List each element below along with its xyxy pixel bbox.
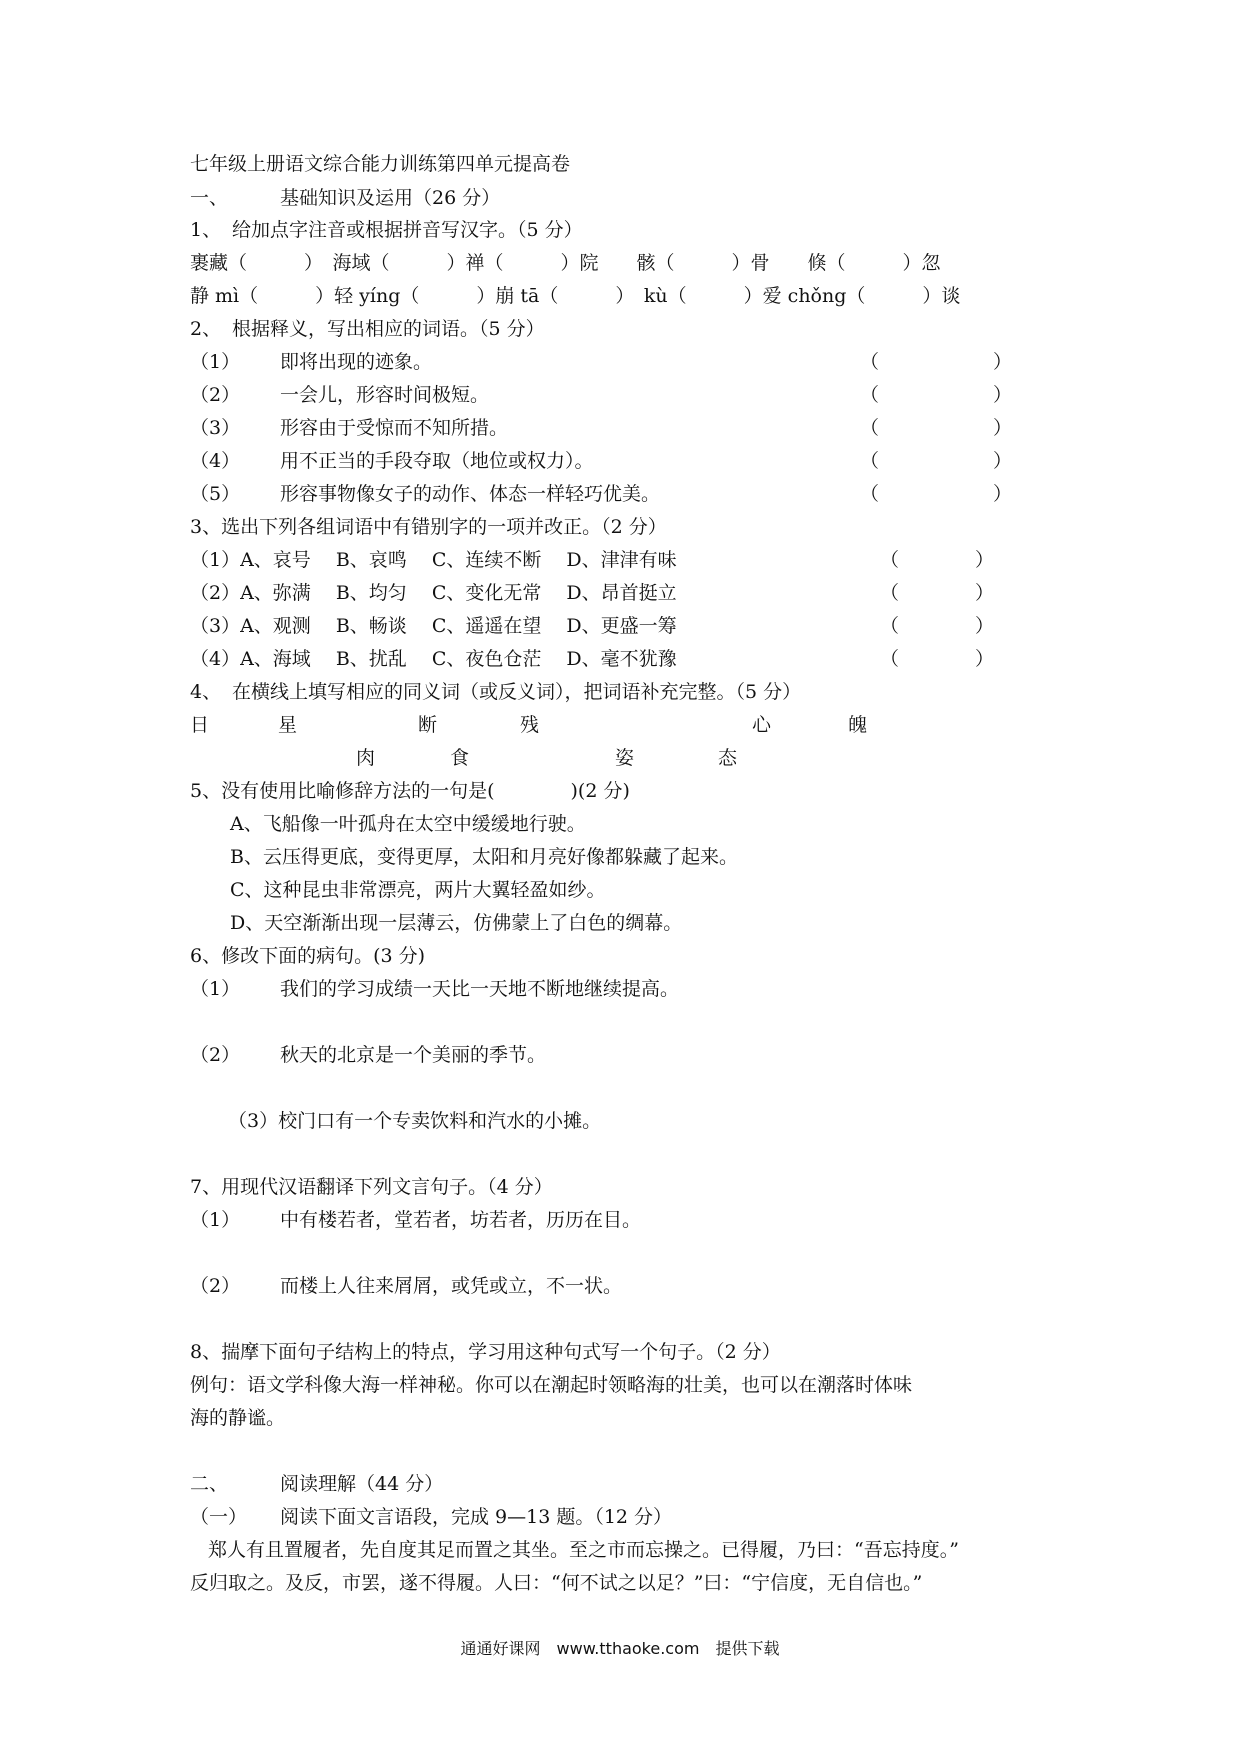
q1-text: 给加点字注音或根据拼音写汉字。（5 分） bbox=[232, 219, 583, 241]
item-number: （2） bbox=[190, 1275, 241, 1297]
q4-text: 在横线上填写相应的同义词（或反义词），把词语补充完整。（5 分） bbox=[232, 681, 802, 703]
item-text: 一会儿，形容时间极短。 bbox=[280, 384, 490, 406]
answer-paren: （ ） bbox=[880, 615, 995, 637]
q3-prompt: 3、选出下列各组词语中有错别字的一项并改正。（2 分） bbox=[190, 516, 667, 538]
item-number: （2） bbox=[190, 384, 241, 406]
item-number: （3） bbox=[228, 1110, 279, 1132]
section1-title: 基础知识及运用（26 分） bbox=[280, 187, 501, 209]
passage-line: 郑人有且置履者，先自度其足而置之其坐。至之市而忘操之。已得履，乃曰：“吾忘持度。” bbox=[208, 1539, 959, 1561]
q2-number: 2、 bbox=[190, 318, 222, 340]
section2-number: 二、 bbox=[190, 1473, 229, 1495]
answer-paren: （ ） bbox=[880, 648, 995, 670]
fill-char: 食 bbox=[450, 747, 470, 769]
fill-char: 态 bbox=[718, 747, 738, 769]
footer-credit: 通通好课网 www.tthaoke.com 提供下载 bbox=[460, 1639, 780, 1658]
fill-char: 姿 bbox=[615, 747, 635, 769]
q5-option: D、天空渐渐出现一层薄云，仿佛蒙上了白色的绸幕。 bbox=[230, 912, 683, 934]
item-text: 用不正当的手段夺取（地位或权力）。 bbox=[280, 450, 594, 472]
item-number: （1） bbox=[190, 1209, 241, 1231]
section2-subheading bbox=[190, 1505, 672, 1529]
answer-paren: （ ） bbox=[880, 549, 995, 571]
item-number: （4） bbox=[190, 450, 241, 472]
section2-title: 阅读理解（44 分） bbox=[280, 1473, 444, 1495]
q3-item: （2）A、弥满 B、均匀 C、变化无常 D、昂首挺立 bbox=[190, 582, 677, 604]
q4-prompt bbox=[190, 680, 801, 704]
item-text: 形容事物像女子的动作、体态一样轻巧优美。 bbox=[280, 483, 661, 505]
q8-prompt: 8、揣摩下面句子结构上的特点，学习用这种句式写一个句子。（2 分） bbox=[190, 1341, 781, 1363]
item-text: 中有楼若者，堂若者，坊若者，历历在目。 bbox=[280, 1209, 642, 1231]
q2-item bbox=[190, 416, 508, 440]
section2-heading bbox=[190, 1472, 443, 1496]
fill-char: 日 bbox=[190, 714, 210, 736]
fill-char: 心 bbox=[752, 714, 772, 736]
item-text: 秋天的北京是一个美丽的季节。 bbox=[280, 1044, 547, 1066]
item-text: 而楼上人往来屑屑，或凭或立，不一状。 bbox=[280, 1275, 623, 1297]
item-number: （1） bbox=[190, 351, 241, 373]
q5-prompt: 5、没有使用比喻修辞方法的一句是( )(2 分) bbox=[190, 780, 630, 802]
q3-item: （4）A、海域 B、扰乱 C、夜色仓茫 D、毫不犹豫 bbox=[190, 648, 677, 670]
item-text: 校门口有一个专卖饮料和汽水的小摊。 bbox=[278, 1110, 602, 1132]
sub-number: （一） bbox=[190, 1506, 248, 1528]
answer-paren: （ ） bbox=[860, 483, 1013, 505]
answer-paren: （ ） bbox=[860, 450, 1013, 472]
fill-char: 断 bbox=[418, 714, 438, 736]
q2-prompt bbox=[190, 317, 545, 341]
item-text: 形容由于受惊而不知所措。 bbox=[280, 417, 509, 439]
q5-option: A、飞船像一叶孤舟在太空中缓缓地行驶。 bbox=[230, 813, 586, 835]
fill-char: 肉 bbox=[356, 747, 376, 769]
q8-example: 例句：语文学科像大海一样神秘。你可以在潮起时领略海的壮美，也可以在潮落时体味 bbox=[190, 1374, 913, 1396]
q3-item: （1）A、哀号 B、哀鸣 C、连续不断 D、津津有味 bbox=[190, 549, 677, 571]
q2-text: 根据释义，写出相应的词语。（5 分） bbox=[232, 318, 545, 340]
section1-number: 一、 bbox=[190, 187, 229, 209]
q2-item bbox=[190, 383, 489, 407]
page-title: 七年级上册语文综合能力训练第四单元提高卷 bbox=[190, 153, 571, 175]
fill-char: 星 bbox=[278, 714, 298, 736]
item-number: （2） bbox=[190, 1044, 241, 1066]
q2-item bbox=[190, 449, 594, 473]
item-number: （5） bbox=[190, 483, 241, 505]
item-number: （1） bbox=[190, 978, 241, 1000]
q2-item bbox=[190, 350, 432, 374]
q6-item bbox=[190, 977, 679, 1001]
q6-item bbox=[190, 1043, 546, 1067]
sub-title: 阅读下面文言语段，完成 9—13 题。（12 分） bbox=[280, 1506, 673, 1528]
q3-item: （3）A、观测 B、畅谈 C、遥遥在望 D、更盛一筹 bbox=[190, 615, 677, 637]
passage-line: 反归取之。及反，市罢，遂不得履。人曰：“何不试之以足？”曰：“宁信度，无自信也。” bbox=[190, 1572, 923, 1594]
q7-item bbox=[190, 1208, 641, 1232]
item-text: 即将出现的迹象。 bbox=[280, 351, 433, 373]
q6-item bbox=[228, 1109, 601, 1133]
answer-paren: （ ） bbox=[860, 384, 1013, 406]
q1-number: 1、 bbox=[190, 219, 222, 241]
q1-row1: 裹藏（ ） 海域（ ）禅（ ）院 骸（ ）骨 倏（ ）忽 bbox=[190, 252, 941, 274]
q7-prompt: 7、用现代汉语翻译下列文言句子。（4 分） bbox=[190, 1176, 553, 1198]
q8-example-cont: 海的静谧。 bbox=[190, 1407, 286, 1429]
q1-prompt bbox=[190, 218, 583, 242]
answer-paren: （ ） bbox=[860, 351, 1013, 373]
item-text: 我们的学习成绩一天比一天地不断地继续提高。 bbox=[280, 978, 680, 1000]
item-number: （3） bbox=[190, 417, 241, 439]
answer-paren: （ ） bbox=[860, 417, 1013, 439]
answer-paren: （ ） bbox=[880, 582, 995, 604]
section1-heading bbox=[190, 186, 500, 210]
fill-char: 残 bbox=[520, 714, 540, 736]
q4-number: 4、 bbox=[190, 681, 222, 703]
q2-item bbox=[190, 482, 660, 506]
q5-option: B、云压得更底，变得更厚，太阳和月亮好像都躲藏了起来。 bbox=[230, 846, 738, 868]
q6-prompt: 6、修改下面的病句。(3 分) bbox=[190, 945, 426, 967]
q1-row2: 静 mì（ ）轻 yíng（ ）崩 tā（ ） kù（ ）爱 chǒng（ ）谈 bbox=[190, 285, 961, 307]
fill-char: 魄 bbox=[848, 714, 868, 736]
q5-option: C、这种昆虫非常漂亮，两片大翼轻盈如纱。 bbox=[230, 879, 606, 901]
q7-item bbox=[190, 1274, 622, 1298]
